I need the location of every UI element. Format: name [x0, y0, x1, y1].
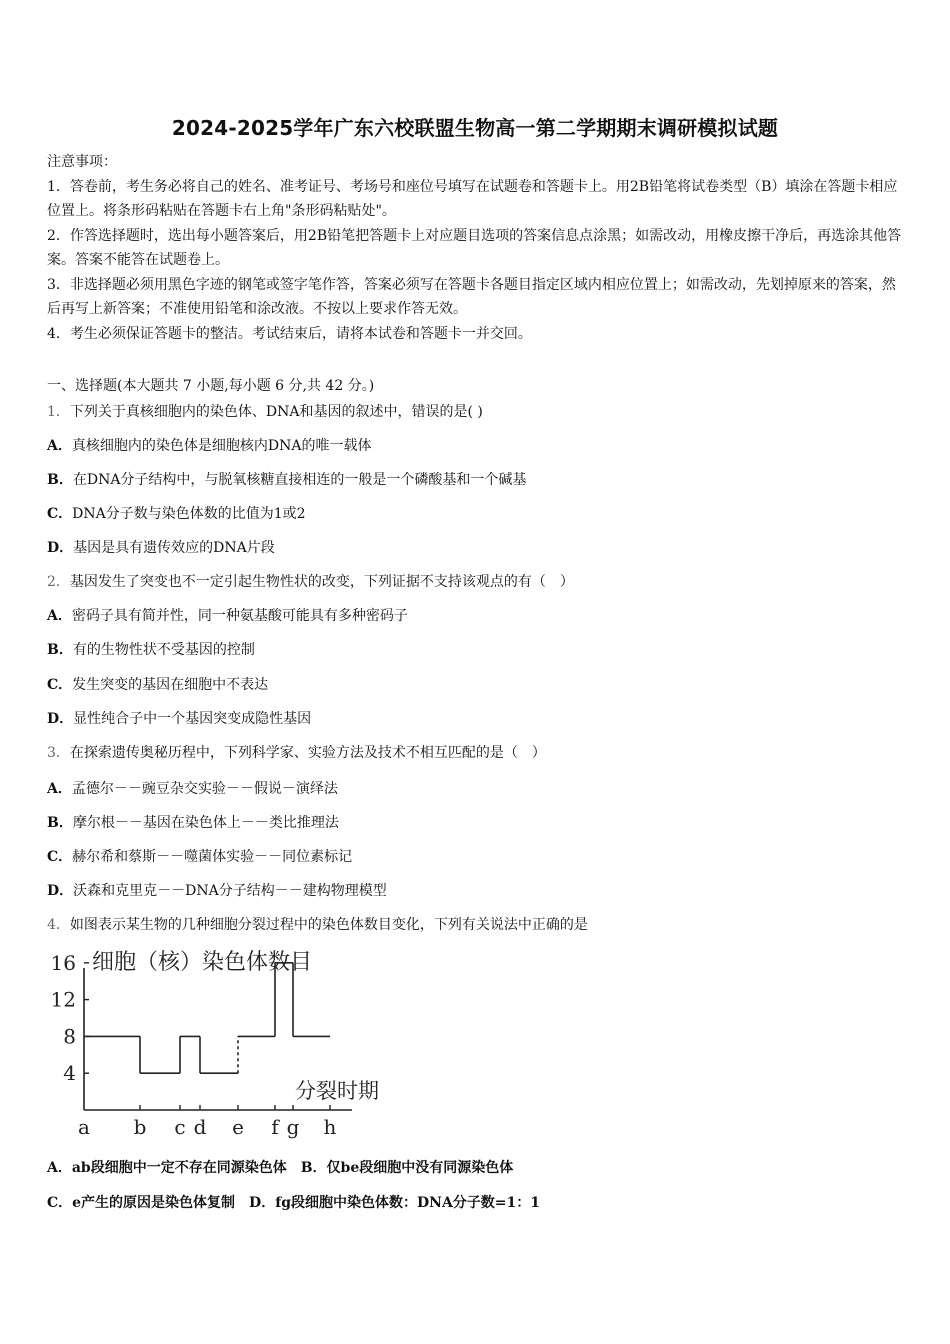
q2-option-a [47, 605, 408, 625]
notice-item-4: 4．考生必须保证答题卡的整洁。考试结束后，请将本试卷和答题卡一并交回。 [47, 325, 532, 342]
q2-option-c [47, 674, 268, 694]
notice-heading: 注意事项： [47, 154, 117, 170]
x-tick-label: h [323, 1115, 337, 1139]
option-label: A． [47, 438, 72, 454]
section-heading: 一、选择题(本大题共 7 小题,每小题 6 分,共 42 分。) [47, 378, 375, 394]
x-tick-label: f [271, 1115, 279, 1139]
option-label: A． [47, 608, 72, 624]
question-number: 3． [47, 745, 70, 761]
question-2 [47, 571, 574, 591]
question-number: 2． [47, 574, 70, 590]
x-tick-label: a [78, 1115, 90, 1139]
x-tick-label: e [232, 1115, 244, 1139]
question-3 [47, 742, 546, 762]
x-tick-label: d [193, 1115, 207, 1139]
q4-options-row-1: A．ab段细胞中一定不存在同源染色体 B．仅be段细胞中没有同源染色体 [47, 1160, 514, 1176]
notice-item-3: 3．非选择题必须用黑色字迹的钢笔或签字笔作答，答案必须写在答题卡各题目指定区域内相应位置上；如需改动，先划掉原来的答案，然后再写上新答案；不准使用铅笔和涂改液。不按以上要求作答无效。 [47, 276, 896, 317]
q4-options-row-2: C．e产生的原因是染色体复制 D．fg段细胞中染色体数：DNA分子数=1：1 [47, 1195, 541, 1211]
question-4 [47, 914, 588, 934]
option-text: 赫尔希和蔡斯－－噬菌体实验－－同位素标记 [72, 849, 353, 865]
notice-block [47, 150, 907, 346]
y-tick-label: 16 [50, 950, 76, 975]
question-stem: 在探索遗传奥秘历程中，下列科学家、实验方法及技术不相互匹配的是（ ） [69, 745, 546, 761]
y-tick-label: 12 [50, 987, 76, 1012]
option-label: D． [47, 883, 74, 899]
option-label: C． [47, 506, 73, 522]
option-text: 摩尔根－－基因在染色体上－－类比推理法 [72, 815, 339, 831]
q3-option-d [47, 880, 387, 900]
question-stem: 基因发生了突变也不一定引起生物性状的改变，下列证据不支持该观点的有（ ） [69, 574, 574, 590]
option-label: A． [47, 781, 72, 797]
x-tick-label: c [174, 1115, 186, 1139]
q1-option-b [47, 469, 526, 489]
q3-option-b [47, 812, 339, 832]
q1-option-a [47, 435, 371, 455]
option-label: D． [47, 540, 74, 556]
option-label: C． [47, 849, 73, 865]
q2-option-b [47, 639, 255, 659]
page-title: 2024-2025学年广东六校联盟生物高一第二学期期末调研模拟试题 [171, 116, 779, 140]
chart-title: 细胞（核）染色体数目 [92, 950, 313, 975]
notice-item-2: 2．作答选择题时，选出每小题答案后，用2B铅笔把答题卡上对应题目选项的答案信息点涂黑；如需改动，用橡皮擦干净后，再选涂其他答案。答案不能答在试题卷上。 [47, 227, 902, 268]
chromosome-chart [40, 938, 379, 1143]
option-label: B． [47, 472, 73, 488]
question-stem: 下列关于真核细胞内的染色体、DNA和基因的叙述中，错误的是( ) [69, 404, 483, 420]
question-stem: 如图表示某生物的几种细胞分裂过程中的染色体数目变化，下列有关说法中正确的是 [69, 917, 588, 933]
option-label: B． [47, 815, 73, 831]
option-text: 基因是具有遗传效应的DNA片段 [73, 540, 275, 556]
y-tick-label: 4 [63, 1061, 76, 1086]
q1-option-d [47, 537, 275, 557]
q3-option-a [47, 778, 338, 798]
chart-xlabel: 分裂时期 [295, 1079, 379, 1103]
y-tick-label: 8 [63, 1024, 76, 1049]
option-text: 有的生物性状不受基因的控制 [72, 642, 255, 658]
q1-option-c [47, 503, 306, 523]
question-number: 1． [47, 404, 70, 420]
x-tick-label: g [286, 1115, 300, 1139]
option-text: 沃森和克里克－－DNA分子结构－－建构物理模型 [73, 883, 387, 899]
x-tick-label: b [133, 1115, 147, 1139]
option-text: 密码子具有简并性，同一种氨基酸可能具有多种密码子 [71, 608, 408, 624]
option-label: B． [47, 642, 73, 658]
option-text: 孟德尔－－豌豆杂交实验－－假说－演绎法 [71, 781, 338, 797]
option-text: 发生突变的基因在细胞中不表达 [72, 677, 269, 693]
option-label: D． [47, 711, 74, 727]
question-number: 4． [47, 917, 70, 933]
option-text: DNA分子数与染色体数的比值为1或2 [72, 506, 306, 522]
option-text: 真核细胞内的染色体是细胞核内DNA的唯一载体 [71, 438, 372, 454]
question-1 [47, 401, 483, 421]
option-label: C． [47, 677, 73, 693]
q2-option-d [47, 708, 311, 728]
option-text: 在DNA分子结构中，与脱氧核糖直接相连的一般是一个磷酸基和一个碱基 [72, 472, 527, 488]
notice-item-1: 1．答卷前，考生务必将自己的姓名、准考证号、考场号和座位号填写在试题卷和答题卡上。用2B铅笔将试卷类型（B）填涂在答题卡相应位置上。将条形码粘贴在答题卡右上角"条形码粘贴处"。 [47, 178, 898, 219]
option-text: 显性纯合子中一个基因突变成隐性基因 [73, 711, 312, 727]
q3-option-c [47, 846, 352, 866]
